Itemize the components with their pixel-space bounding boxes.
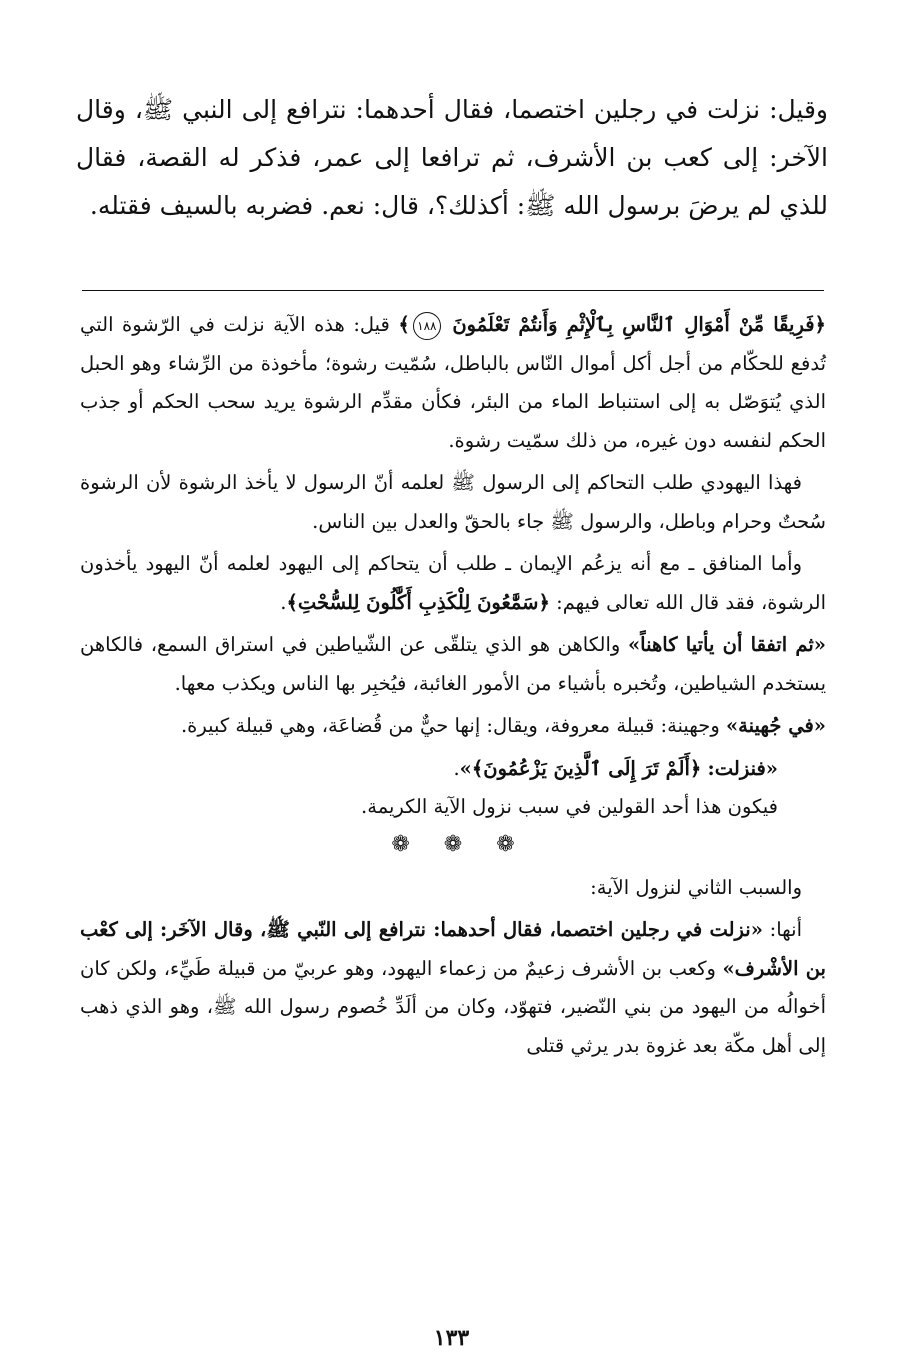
quran-verse-close: ﴾	[398, 313, 410, 336]
footnote-divider	[82, 290, 824, 291]
commentary-paragraph-5	[80, 707, 826, 746]
commentary-section	[80, 306, 826, 1069]
section-separator-ornament: ❁❁❁	[391, 831, 549, 857]
page-number: ١٣٣	[433, 1325, 470, 1351]
commentary-paragraph-1	[80, 306, 826, 460]
ayah-number-badge: ١٨٨	[413, 312, 441, 340]
period: .	[453, 756, 460, 780]
commentary-paragraph-3	[80, 545, 826, 622]
commentary-text: وكعب بن الأشرف زعيمٌ من زعماء اليهود، وهو عربيّ من قبيلة طَيِّء، ولكن كان أخوالُه من اليهود من بني النّضير، فتهوّد، وكان من ألَدِّ خُصوم رسول الله ﷺ، وهو الذي ذهب إلى أهل مكّة بعد غزوة بدر يرثي قتلى	[80, 956, 826, 1057]
period: .	[280, 590, 287, 614]
quran-verse: ﴿فَرِيقًا مِّنْ أَمْوَالِ ٱلنَّاسِ بِٱلْإِثْمِ وَأَنتُمْ تَعْلَمُونَ	[452, 313, 826, 336]
commentary-paragraph-7: فيكون هذا أحد القولين في سبب نزول الآية الكريمة.	[361, 795, 778, 818]
quran-verse: ﴿أَلَمْ تَرَ إِلَى ٱلَّذِينَ يَزْعُمُونَ﴾»	[459, 756, 702, 780]
commentary-text: قيل: هذه الآية نزلت في الرّشوة التي تُدفع للحكّام من أجل أكل أموال النّاس بالباطل، سُمّيت رشوة؛ مأخوذة من الرِّشاء وهو الحبل الذي يُتوَصّل به إلى استنباط الماء من البئر، فكأن مقدِّم الرشوة يريد سحب الحكم أو جذب الحكم لنفسه دون غيره، من ذلك سمّيت رشوة.	[80, 313, 826, 452]
commentary-text: وأما المنافق ـ مع أنه يزعُم الإيمان ـ طلب أن يتحاكم إلى اليهود لعلمه أنّ اليهود يأخذون الرشوة، فقد قال الله تعالى فيهم:	[80, 552, 826, 614]
hadith-quote: «فنزلت:	[707, 756, 778, 780]
quran-verse: ﴿سَمَّٰعُونَ لِلْكَذِبِ أَكَّٰلُونَ لِلسُّحْتِ﴾	[286, 590, 550, 614]
commentary-text: أنها:	[769, 918, 802, 941]
hadith-quote: «ثم اتفقا أن يأتيا كاهناً»	[627, 633, 826, 656]
main-text	[76, 86, 828, 230]
commentary-paragraph-2: فهذا اليهودي طلب التحاكم إلى الرسول ﷺ لعلمه أنّ الرسول لا يأخذ الرشوة لأن الرشوة سُحتٌ وحرام وباطل، والرسول ﷺ جاء بالحقّ والعدل بين الناس.	[80, 471, 826, 533]
hadith-quote: «نزلت في رجلين اختصما، فقال أحدهما: نترافع إلى النّبي ﷺ، وقال الآخَر: إلى كعْب بن الأشْرف»	[80, 918, 826, 980]
commentary-paragraph-4	[80, 626, 826, 703]
commentary-text: وجهينة: قبيلة معروفة، ويقال: إنها حيٌّ من قُضاعَة، وهي قبيلة كبيرة.	[180, 714, 720, 737]
commentary-paragraph-9	[80, 911, 826, 1065]
commentary-paragraph-6	[80, 750, 826, 789]
commentary-paragraph-8: والسبب الثاني لنزول الآية:	[590, 875, 802, 899]
hadith-quote: «في جُهينة»	[725, 714, 826, 737]
main-paragraph: وقيل: نزلت في رجلين اختصما، فقال أحدهما: نترافع إلى النبي ﷺ، وقال الآخر: إلى كعب بن الأشرف، ثم ترافعا إلى عمر، فذكر له القصة، فقال للذي لم يرضَ برسول الله ﷺ: أكذلك؟، قال: نعم. فضربه بالسيف فقتله.	[76, 95, 828, 220]
commentary-text: والكاهن هو الذي يتلقّى عن الشّياطين في استراق السمع، فالكاهن يستخدم الشياطين، وتُخبره بأشياء من الأمور الغائبة، فيُخبِر بها الناس ويكذب معها.	[80, 633, 826, 695]
